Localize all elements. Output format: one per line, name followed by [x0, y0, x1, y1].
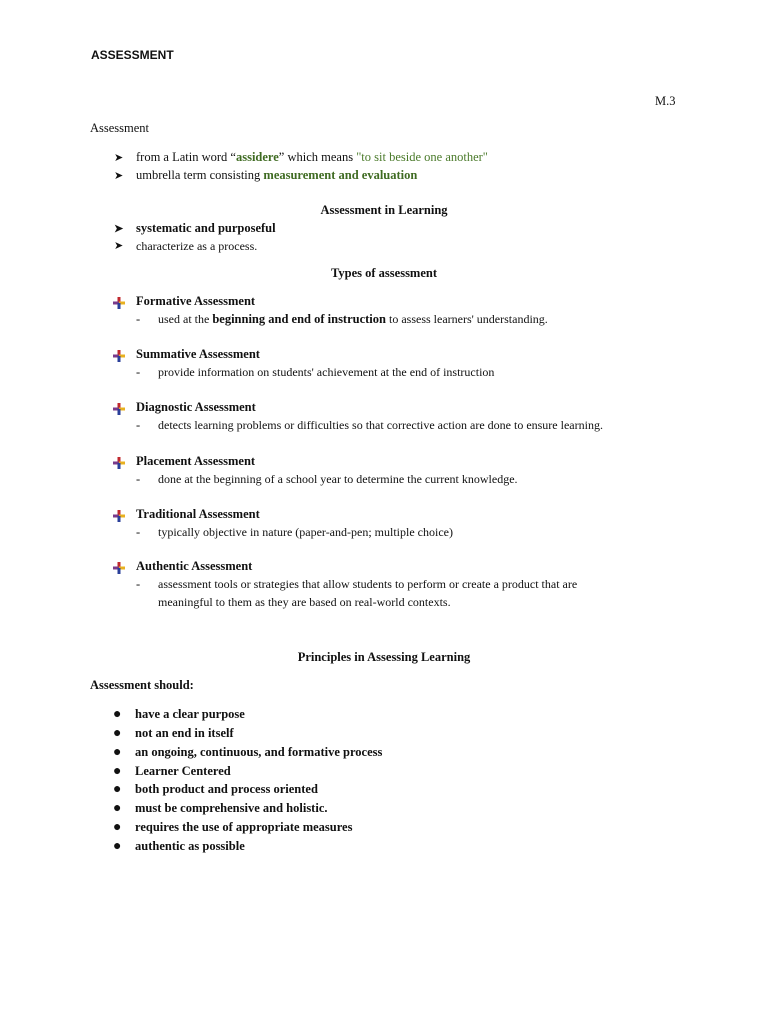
principle-item: authentic as possible — [135, 839, 245, 853]
intro-item-umbrella — [136, 168, 417, 183]
dash-bullet: - — [136, 312, 141, 326]
dash-bullet: - — [136, 418, 141, 432]
colored-plus-bullet-icon — [113, 403, 125, 415]
learning-heading: Assessment in Learning — [320, 203, 448, 217]
dot-bullet-icon: ● — [113, 745, 122, 760]
traditional-title: Traditional Assessment — [136, 507, 260, 521]
placement-desc: done at the beginning of a school year to determine the current knowledge. — [158, 472, 518, 486]
latin-meaning: "to sit beside one another" — [356, 150, 488, 164]
intro-item-latin-prefix: from a Latin word “ — [136, 150, 236, 164]
measurement-evaluation: measurement and evaluation — [263, 168, 418, 182]
arrow-bullet-icon: ➤ — [114, 170, 124, 182]
traditional-desc: typically objective in nature (paper-and-pen; multiple choice) — [158, 525, 453, 539]
dot-bullet-icon: ● — [113, 801, 122, 816]
principles-heading: Principles in Assessing Learning — [297, 650, 471, 664]
dash-bullet: - — [136, 577, 141, 591]
arrow-bullet-icon: ➤ — [114, 152, 124, 164]
formative-desc-bold: beginning and end of instruction — [212, 312, 386, 326]
learning-item: systematic and purposeful — [136, 221, 276, 235]
dot-bullet-icon: ● — [113, 782, 122, 797]
principle-item: both product and process oriented — [135, 782, 318, 796]
placement-title: Placement Assessment — [136, 454, 256, 468]
formative-title: Formative Assessment — [136, 294, 256, 308]
dash-bullet: - — [136, 472, 141, 486]
principle-item: have a clear purpose — [135, 707, 245, 721]
arrow-bullet-icon: ➤ — [114, 240, 124, 252]
principle-item: Learner Centered — [135, 764, 231, 778]
colored-plus-bullet-icon — [113, 510, 125, 522]
intro-item-latin — [136, 150, 488, 165]
latin-word: assidere — [235, 150, 279, 164]
authentic-title: Authentic Assessment — [136, 559, 253, 573]
principle-item: not an end in itself — [135, 726, 234, 740]
colored-plus-bullet-icon — [113, 562, 125, 574]
authentic-desc-line2: meaningful to them as they are based on real-world contexts. — [158, 595, 451, 609]
dot-bullet-icon: ● — [113, 820, 122, 835]
principle-item: an ongoing, continuous, and formative process — [135, 745, 383, 759]
colored-plus-bullet-icon — [113, 350, 125, 362]
colored-plus-bullet-icon — [113, 297, 125, 309]
diagnostic-title: Diagnostic Assessment — [136, 400, 256, 414]
principle-item: requires the use of appropriate measures — [135, 820, 353, 834]
formative-desc-post: to assess learners' understanding. — [386, 312, 548, 326]
intro-item-umbrella-prefix: umbrella term consisting — [136, 168, 264, 182]
dot-bullet-icon: ● — [113, 764, 122, 779]
intro-label: Assessment — [90, 121, 150, 135]
intro-item-latin-mid: ” which means — [278, 150, 357, 164]
formative-desc — [158, 312, 548, 327]
dash-bullet: - — [136, 365, 141, 379]
arrow-bullet-icon: ➤ — [114, 223, 124, 235]
page-reference: M.3 — [655, 94, 676, 108]
summative-desc: provide information on students' achievement at the end of instruction — [158, 365, 495, 379]
diagnostic-desc: detects learning problems or difficulties so that corrective action are done to ensure learning. — [158, 418, 603, 432]
dash-bullet: - — [136, 525, 141, 539]
dot-bullet-icon: ● — [113, 839, 122, 854]
document-title: ASSESSMENT — [91, 48, 174, 62]
principle-item: must be comprehensive and holistic. — [135, 801, 328, 815]
dot-bullet-icon: ● — [113, 707, 122, 722]
types-heading: Types of assessment — [330, 266, 438, 280]
principles-lead: Assessment should: — [90, 678, 194, 692]
dot-bullet-icon: ● — [113, 726, 122, 741]
authentic-desc-line1: assessment tools or strategies that allow students to perform or create a product that are — [158, 577, 578, 591]
colored-plus-bullet-icon — [113, 457, 125, 469]
formative-desc-pre: used at the — [158, 312, 213, 326]
learning-item: characterize as a process. — [136, 239, 258, 253]
summative-title: Summative Assessment — [136, 347, 260, 361]
